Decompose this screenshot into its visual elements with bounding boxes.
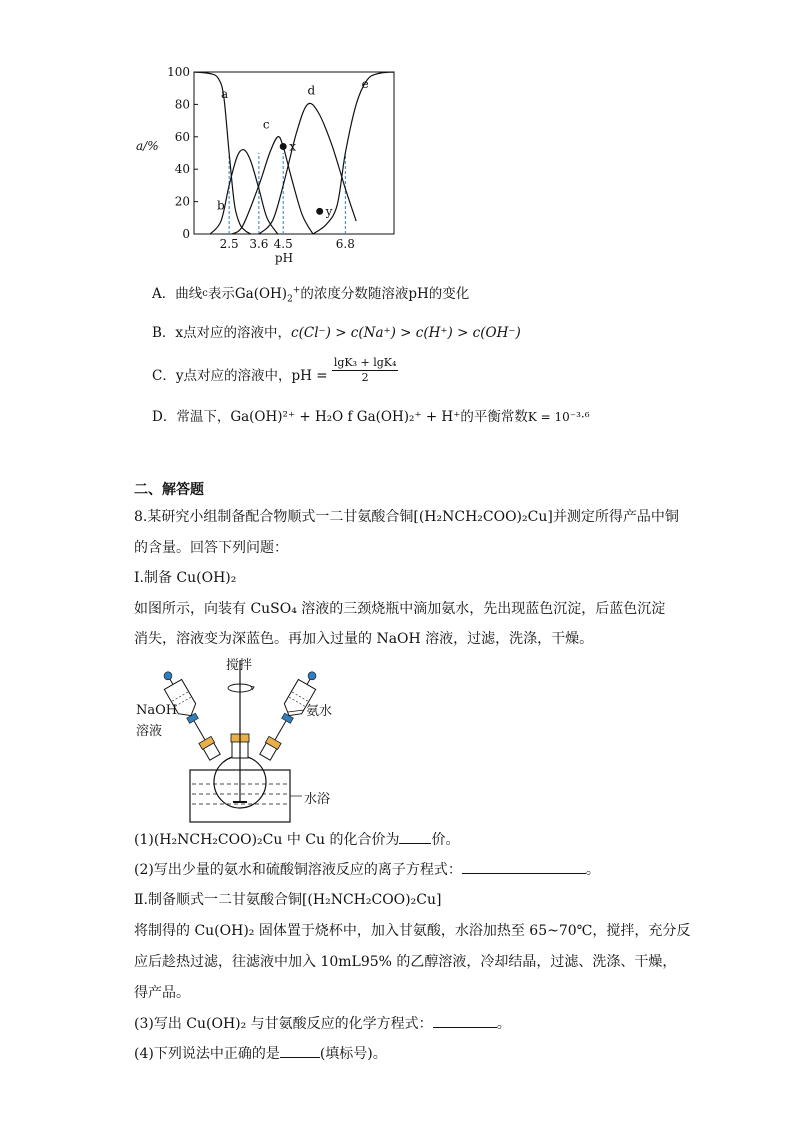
x-tick-label: 4.5: [273, 237, 293, 251]
label-naoh-solution: 溶液: [136, 724, 163, 739]
sub-question-2: (2)写出少量的氨水和硫酸铜溶液反应的离子方程式： 。: [134, 862, 600, 878]
answer-blank[interactable]: [433, 1015, 497, 1028]
label-stir: 搅拌: [226, 658, 253, 673]
point-y-label: y: [325, 204, 333, 219]
series-b-label: b: [216, 198, 225, 213]
q8-para2-l3: 得产品。: [134, 985, 190, 1001]
option-letter: A．: [152, 286, 176, 302]
y-tick-label: 80: [174, 97, 190, 112]
point-x: [280, 143, 287, 150]
answer-blank[interactable]: [280, 1045, 320, 1058]
y-tick-label: 100: [167, 65, 190, 79]
q8-para1-l1: 如图所示，向装有 CuSO₄ 溶液的三颈烧瓶中滴加氨水，先出现蓝色沉淀，后蓝色沉淀: [134, 601, 666, 617]
sub-question-1: (1)(H₂NCH₂COO)₂Cu 中 Cu 的化合价为 价。: [134, 832, 460, 848]
y-tick-label: 0: [182, 227, 190, 241]
x-tick-label: 3.6: [249, 237, 269, 251]
distribution-chart: [128, 60, 418, 270]
section-title: 二、解答题: [134, 482, 204, 498]
q8-line2: 的含量。回答下列问题：: [134, 540, 288, 556]
q8-part2: Ⅱ.制备顺式一二甘氨酸合铜[(H₂NCH₂COO)₂Cu]: [134, 892, 442, 908]
x-axis-label: pH: [274, 251, 294, 265]
label-ammonia: 氨水: [306, 704, 333, 719]
option-a: A．曲线c表示$Ga(OH)_2^+$的浓度分数随溶液pH的变化: [152, 285, 470, 305]
y-tick-label: 60: [174, 129, 190, 144]
q8-para2-l2: 应后趁热过滤，往滤液中加入 10mL95% 的乙醇溶液，冷却结晶，过滤、洗涤、干燥，: [134, 954, 677, 970]
series-a-label: a: [221, 86, 229, 101]
label-water-bath: 水浴: [304, 792, 331, 807]
series-b-line: [210, 150, 278, 234]
option-d: D．常温下，Ga(OH)²⁺ + H₂O f Ga(OH)₂⁺ + H⁺的平衡常数K = 10⁻³·⁶: [152, 409, 590, 425]
point-x-label: x: [289, 139, 296, 154]
label-naoh: NaOH: [136, 703, 178, 718]
series-d-label: d: [307, 83, 316, 98]
option-c: C．y点对应的溶液中，pH = $\frac{\text{lgK₃ + lgK₄}}{2}$: [152, 356, 397, 384]
y-axis-label: a/%: [136, 138, 159, 153]
x-tick-label: 6.8: [335, 237, 355, 251]
q8-part1: Ⅰ.制备 Cu(OH)₂: [134, 570, 237, 586]
fraction: $\frac{\text{lgK₃ + lgK₄}}{2}$: [333, 356, 397, 384]
answer-blank[interactable]: [399, 831, 431, 844]
sub-question-4: (4)下列说法中正确的是 (填标号)。: [134, 1046, 387, 1062]
series-d-line: [259, 103, 356, 234]
y-tick-label: 40: [174, 162, 190, 177]
series-c-line: [232, 137, 313, 234]
y-tick-label: 20: [174, 194, 190, 209]
series-e-label: e: [361, 77, 369, 92]
x-tick-label: 2.5: [219, 237, 239, 251]
q8-para1-l2: 消失，溶液变为深蓝色。再加入过量的 NaOH 溶液，过滤，洗涤，干燥。: [134, 631, 594, 647]
sub-question-3: (3)写出 Cu(OH)₂ 与甘氨酸反应的化学方程式： 。: [134, 1016, 511, 1032]
point-y: [316, 208, 323, 215]
q8-para2-l1: 将制得的 Cu(OH)₂ 固体置于烧杯中，加入甘氨酸，水浴加热至 65~70℃，搅拌，充分反: [134, 923, 691, 939]
q8-line1: 8.某研究小组制备配合物顺式一二甘氨酸合铜[(H₂NCH₂COO)₂Cu]并测定所得产品中铜: [134, 509, 679, 525]
answer-blank[interactable]: [462, 861, 586, 874]
series-c-label: c: [262, 117, 270, 132]
option-b: B．x点对应的溶液中，c(Cl⁻) > c(Na⁺) > c(H⁺) > c(OH⁻): [152, 325, 521, 341]
